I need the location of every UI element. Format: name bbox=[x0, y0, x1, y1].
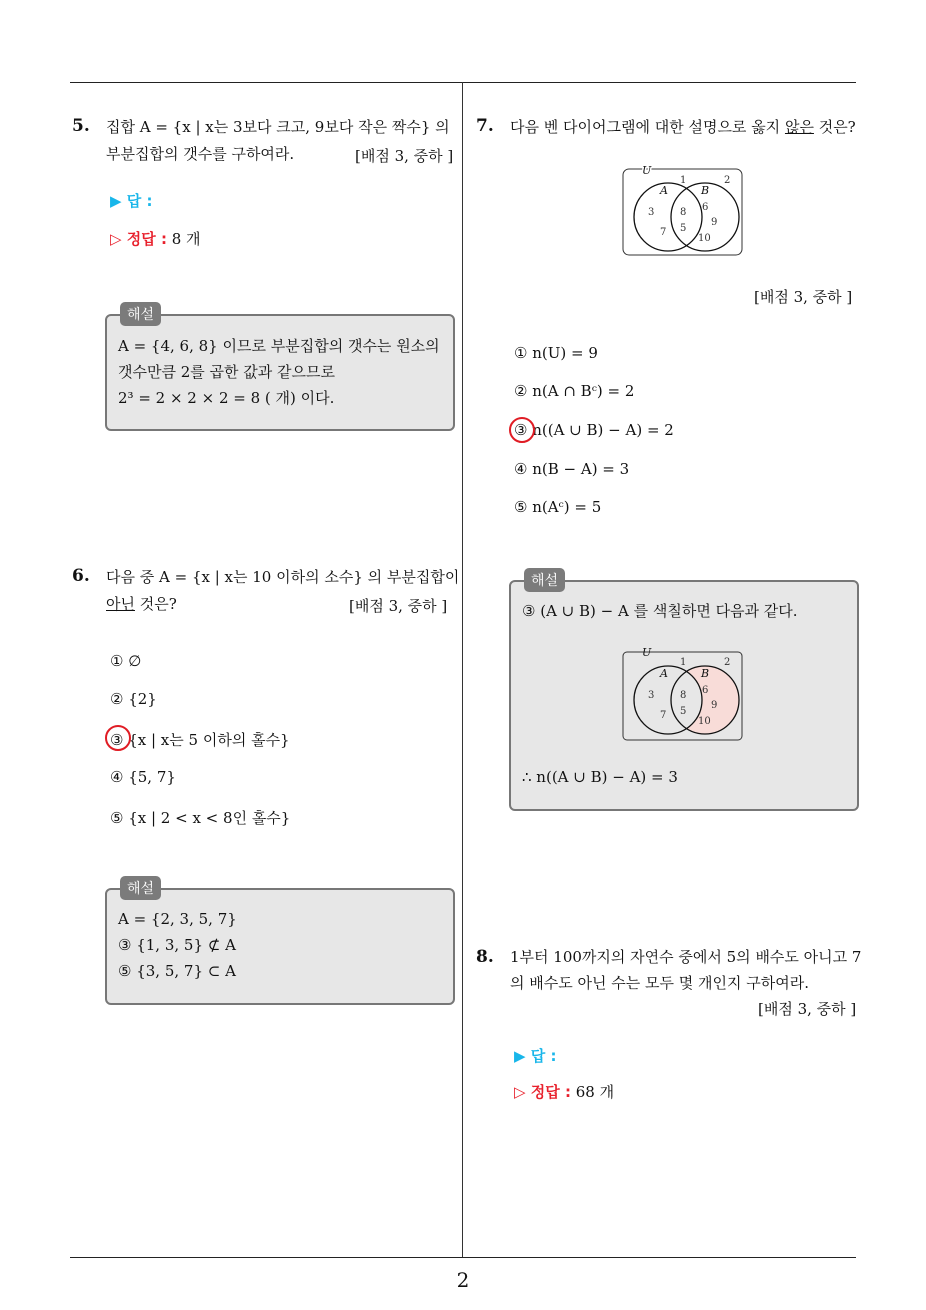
q5-line1: 집합 A = {x | x는 3보다 크고, 9보다 작은 짝수} 의 bbox=[106, 118, 450, 136]
q8-number: 8. bbox=[476, 947, 494, 967]
q7-venn-diagram-shaded bbox=[620, 644, 746, 742]
q8-correct bbox=[514, 1081, 614, 1102]
q6-number: 6. bbox=[72, 566, 90, 586]
q5-explanation-line3: 2³ = 2 × 2 × 2 = 8 ( 개) 이다. bbox=[118, 389, 335, 407]
q6-line2-rest: 것은? bbox=[134, 595, 177, 613]
venn2-b-label: B bbox=[701, 667, 710, 680]
venn2-a-only-1: 3 bbox=[648, 690, 655, 701]
q5-explanation-line1: A = {4, 6, 8} 이므로 부분집합의 갯수는 원소의 bbox=[118, 337, 440, 355]
q6-score-meta: [배점 3, 중하 ] bbox=[349, 597, 448, 615]
q5-correct bbox=[110, 228, 201, 249]
q7-option-5: ⑤ n(Aᶜ) = 5 bbox=[514, 498, 602, 516]
q6-option-2: ② {2} bbox=[110, 690, 157, 708]
q6-answer-circle bbox=[105, 725, 131, 751]
venn-both-1: 8 bbox=[680, 207, 687, 218]
q7-underlined-word: 않은 bbox=[784, 118, 814, 136]
q8-line2: 의 배수도 아닌 수는 모두 몇 개인지 구하여라. bbox=[510, 974, 809, 992]
q7-line1-post: 것은? bbox=[813, 118, 856, 136]
q6-explanation-tag: 해설 bbox=[120, 876, 161, 900]
venn2-u-label: U bbox=[642, 646, 652, 659]
q7-option-1: ① n(U) = 9 bbox=[514, 344, 598, 362]
q6-explanation-line2: ③ {1, 3, 5} ⊄ A bbox=[118, 936, 236, 954]
q8-correct-label: ▷ 정답 : bbox=[514, 1083, 571, 1101]
top-rule bbox=[70, 82, 856, 83]
q8-correct-value: 68 개 bbox=[575, 1083, 615, 1101]
venn-outside-1: 1 bbox=[680, 175, 687, 186]
q6-option-3: ③ {x | x는 5 이하의 홀수} bbox=[110, 731, 290, 749]
venn2-b-only-3: 10 bbox=[698, 716, 711, 727]
q6-option-4: ④ {5, 7} bbox=[110, 768, 176, 786]
q5-answer-label: ▶ 답 : bbox=[110, 192, 153, 210]
q7-option-2: ② n(A ∩ Bᶜ) = 2 bbox=[514, 382, 635, 400]
q7-explanation-line2: ∴ n((A ∪ B) − A) = 3 bbox=[522, 768, 678, 786]
venn-b-only-1: 6 bbox=[702, 202, 709, 213]
q5-correct-label: ▷ 정답 : bbox=[110, 230, 167, 248]
bottom-rule bbox=[70, 1257, 856, 1258]
q6-line2 bbox=[106, 591, 177, 618]
q5-number: 5. bbox=[72, 116, 90, 136]
q6-explanation-line3: ⑤ {3, 5, 7} ⊂ A bbox=[118, 962, 236, 980]
q5-score-meta: [배점 3, 중하 ] bbox=[355, 147, 454, 165]
venn-b-only-3: 10 bbox=[698, 233, 711, 244]
q7-answer-circle bbox=[509, 417, 535, 443]
venn-outside-2: 2 bbox=[724, 175, 731, 186]
q6-line1: 다음 중 A = {x | x는 10 이하의 소수} 의 부분집합이 bbox=[106, 568, 460, 586]
venn-both-2: 5 bbox=[680, 223, 687, 234]
venn2-outside-2: 2 bbox=[724, 657, 731, 668]
q5-explanation-line2: 갯수만큼 2를 곱한 값과 같으므로 bbox=[118, 363, 335, 381]
venn2-both-1: 8 bbox=[680, 690, 687, 701]
q7-explanation-tag: 해설 bbox=[524, 568, 565, 592]
q6-explanation-line1: A = {2, 3, 5, 7} bbox=[118, 910, 237, 928]
q7-number: 7. bbox=[476, 116, 494, 136]
venn2-outside-1: 1 bbox=[680, 657, 687, 668]
q5-line2: 부분집합의 갯수를 구하여라. bbox=[106, 145, 295, 163]
column-divider bbox=[462, 82, 463, 1257]
q7-line1-pre: 다음 벤 다이어그램에 대한 설명으로 옳지 bbox=[510, 118, 785, 136]
venn2-b-only-2: 9 bbox=[711, 700, 718, 711]
q6-underlined-word: 아닌 bbox=[106, 595, 135, 613]
q7-option-3: ③ n((A ∪ B) − A) = 2 bbox=[514, 421, 674, 439]
venn-a-only-1: 3 bbox=[648, 207, 655, 218]
page-number: 2 bbox=[456, 1268, 470, 1292]
q8-score-meta: [배점 3, 중하 ] bbox=[758, 1000, 857, 1018]
q5-explanation-tag: 해설 bbox=[120, 302, 161, 326]
q6-option-5: ⑤ {x | 2 < x < 8인 홀수} bbox=[110, 809, 291, 827]
q8-answer-label: ▶ 답 : bbox=[514, 1047, 557, 1065]
q7-venn-diagram bbox=[620, 165, 746, 259]
venn2-b-only-1: 6 bbox=[702, 685, 709, 696]
q7-score-meta: [배점 3, 중하 ] bbox=[754, 288, 853, 306]
q7-line1 bbox=[510, 114, 856, 141]
q7-explanation-line1: ③ (A ∪ B) − A 를 색칠하면 다음과 같다. bbox=[522, 602, 798, 620]
venn2-a-only-2: 7 bbox=[660, 710, 667, 721]
q7-option-4: ④ n(B − A) = 3 bbox=[514, 460, 630, 478]
venn-u-label: U bbox=[642, 165, 652, 177]
venn-a-only-2: 7 bbox=[660, 227, 667, 238]
venn-a-label: A bbox=[660, 184, 668, 197]
venn-b-only-2: 9 bbox=[711, 217, 718, 228]
venn2-a-label: A bbox=[660, 667, 668, 680]
q6-option-1: ① ∅ bbox=[110, 652, 142, 670]
q8-line1: 1부터 100까지의 자연수 중에서 5의 배수도 아니고 7 bbox=[510, 948, 862, 966]
q5-correct-value: 8 개 bbox=[171, 230, 201, 248]
venn-b-label: B bbox=[701, 184, 710, 197]
venn2-both-2: 5 bbox=[680, 706, 687, 717]
